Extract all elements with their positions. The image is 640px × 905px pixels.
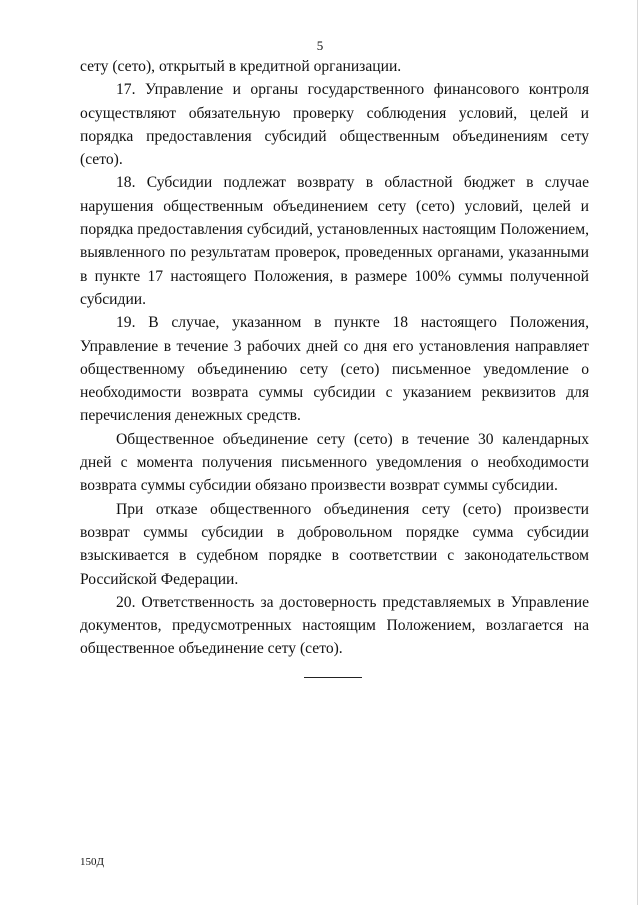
paragraph-item-18: 18. Субсидии подлежат возврату в областной бюджет в случае нарушения общественным объединением сету (сето) условий, целей и порядка предоставления субсидий, установленных настоящим Положением, выявленного по результатам проверок, проведенных органами, указанными в пункте 17 настоящего Положения, в размере 100% суммы полученной субсидии. xyxy=(80,174,589,308)
scan-edge xyxy=(637,0,638,905)
footer-code: 150Д xyxy=(80,856,105,868)
document-body xyxy=(80,55,589,661)
page-number: 5 xyxy=(316,38,324,53)
paragraph-item-20: 20. Ответственность за достоверность представляемых в Управление документов, предусмотренных настоящим Положением, возлагается на общественное объединение сету (сето). xyxy=(80,593,589,658)
end-separator-line xyxy=(304,677,362,678)
paragraph-continuation: сету (сето), открытый в кредитной организации. xyxy=(80,58,402,75)
paragraph-return-deadline: Общественное объединение сету (сето) в течение 30 календарных дней с момента получения письменного уведомления о необходимости возврата суммы субсидии обязано произвести возврат суммы субсидии. xyxy=(80,430,589,495)
paragraph-item-19: 19. В случае, указанном в пункте 18 настоящего Положения, Управление в течение 3 рабочих дней со дня его установления направляет общественному объединению сету (сето) письменное уведомление о необходимости возврата суммы субсидии с указанием реквизитов для перечисления денежных средств. xyxy=(80,314,589,425)
paragraph-item-17: 17. Управление и органы государственного финансового контроля осуществляют обязательную проверку соблюдения условий, целей и порядка предоставления субсидий общественным объединениям сету (сето). xyxy=(80,81,589,169)
paragraph-refusal: При отказе общественного объединения сету (сето) произвести возврат суммы субсидии в добровольном порядке сумма субсидии взыскивается в судебном порядке в соответствии с законодательством Российской Федерации. xyxy=(80,500,589,588)
